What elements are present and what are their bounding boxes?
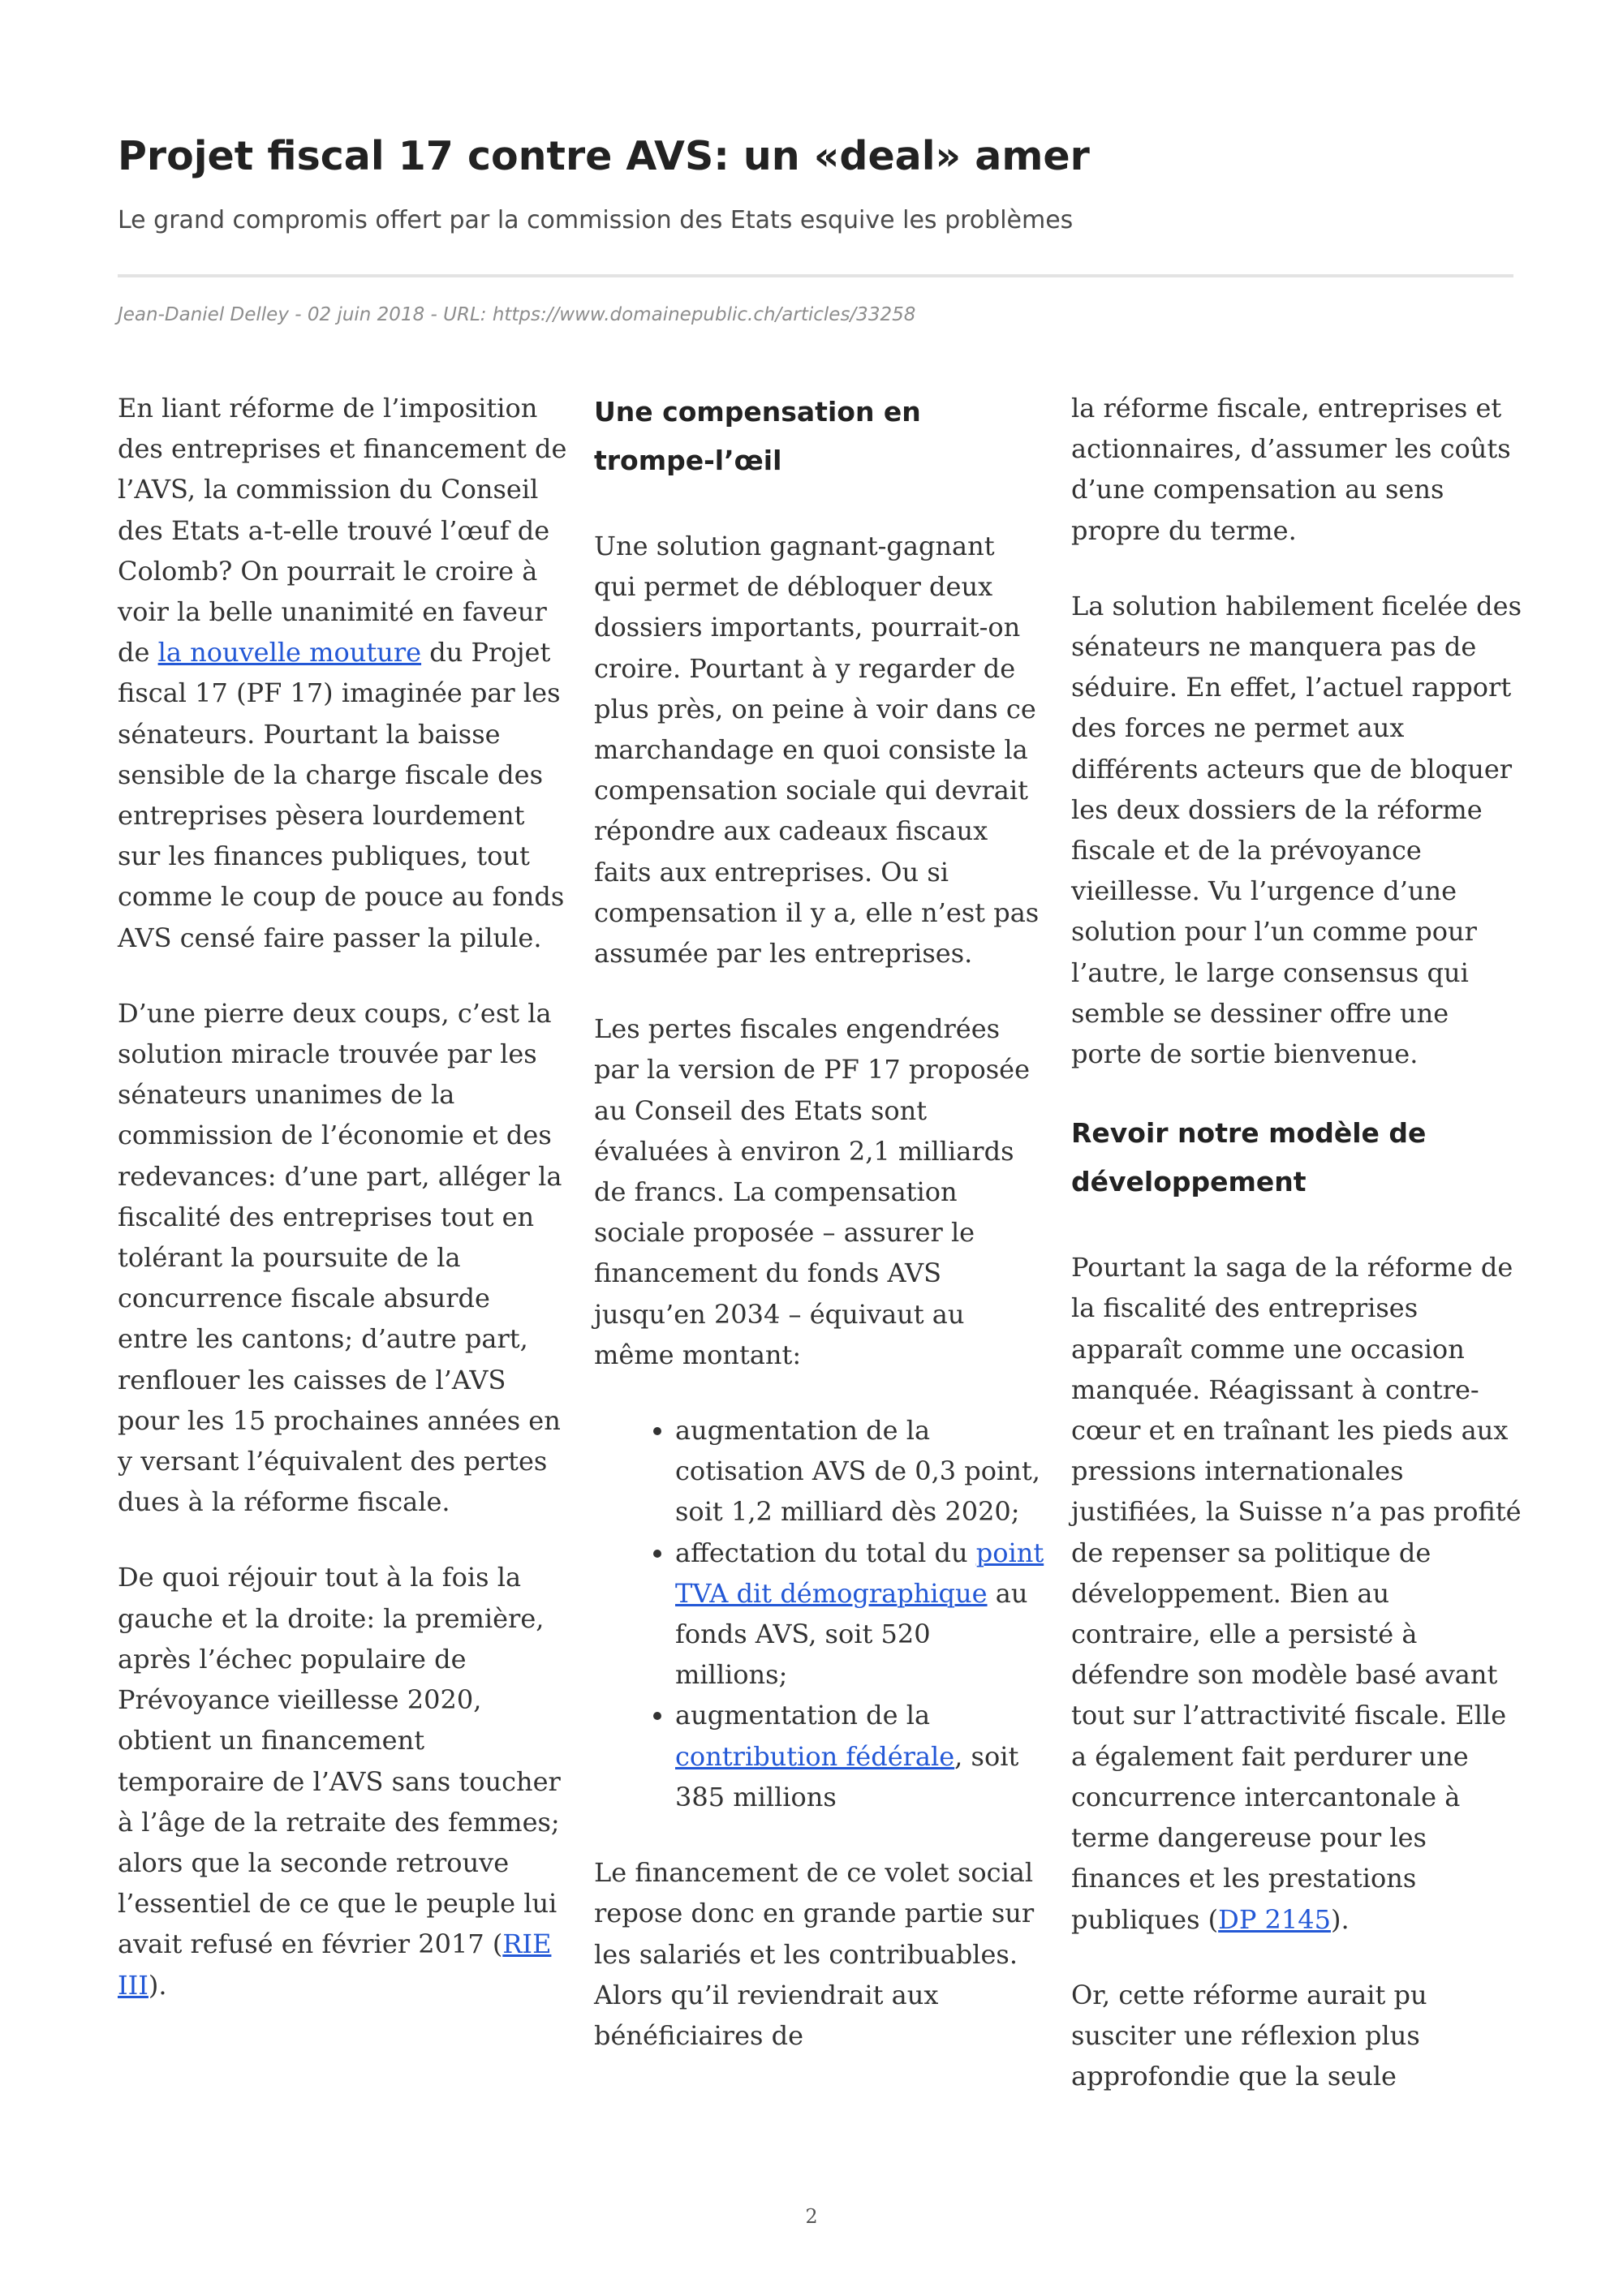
list-item-text: augmentation de la — [675, 1700, 931, 1731]
list-item-text: , soit 385 millions — [675, 1740, 1019, 1812]
link-nouvelle-mouture[interactable]: la nouvelle mouture — [157, 637, 422, 669]
paragraph: Le financement de ce volet social repose donc en grande partie sur les salariés et les contribuables. Alors qu’il reviendrait aux bénéficiaires de — [594, 1857, 1035, 2051]
paragraph-text: Pourtant la saga de la réforme de la fiscalité des entreprises apparaît comme une occasion manquée. Réagissant à contre-cœur et en traînant les pieds aux pressions internationales justifiées, la Suisse n’a pas profité de repenser sa politique de développement. Bien au contraire, elle a persisté à défendre son modèle basé avant tout sur l’attractivité fiscale. Elle a également fait perdurer une concurrence intercantonale à terme dangereuse pour les finances et les prestations publiques ( — [1071, 1252, 1522, 1935]
bullet-list — [594, 1410, 1044, 1817]
paragraph-text: En liant réforme de l’imposition des entreprises et financement de l’AVS, la commission du Conseil des Etats a-t-elle trouvé l’œuf de Colomb? On pourrait le croire à voir la belle unanimité en faveur de — [118, 393, 567, 669]
paragraph-text: De quoi réjouir tout à la fois la gauche et la droite: la première, après l’échec populaire de Prévoyance vieillesse 2020, obtient un financement temporaire de l’AVS sans toucher à l’âge de la retraite des femmes; alors que la seconde retrouve l’essentiel de ce que le peuple lui avait refusé en février 2017 ( — [118, 1562, 561, 1960]
paragraph: La solution habilement ficelée des sénateurs ne manquera pas de séduire. En effet, l’actuel rapport des forces ne permet aux différents acteurs que de bloquer les deux dossiers de la réforme fiscale et de la prévoyance vieillesse. Vu l’urgence d’une solution pour l’un comme pour l’autre, le large consensus qui semble se dessiner offre une porte de sortie bienvenue. — [1071, 590, 1522, 1070]
paragraph: D’une pierre deux coups, c’est la solution miracle trouvée par les sénateurs unanimes de la commission de l’économie et des redevances: d’une part, alléger la fiscalité des entreprises tout en tolérant la poursuite de la concurrence fiscale absurde entre les cantons; d’autre part, renflouer les caisses de l’AVS pour les 15 prochaines années en y versant l’équivalent des pertes dues à la réforme fiscale. — [118, 997, 562, 1518]
list-item-text: au fonds AVS, soit 520 millions; — [675, 1577, 1028, 1691]
paragraph: Or, cette réforme aurait pu susciter une réflexion plus approfondie que la seule — [1071, 1979, 1427, 2092]
header-divider — [118, 274, 1513, 277]
link-point-tva[interactable]: point TVA dit démographique — [675, 1537, 1044, 1609]
article-title: Projet fiscal 17 contre AVS: un «deal» amer — [118, 133, 1090, 179]
paragraph: Les pertes fiscales engendrées par la version de PF 17 proposée au Conseil des Etats sont évaluées à environ 2,1 milliards de francs. La compensation sociale proposée – assurer le financement du fonds AVS jusqu’en 2034 – équivaut au même montant: — [594, 1013, 1031, 1370]
section-heading: Revoir notre modèle de développement — [1071, 1117, 1427, 1198]
paragraph: la réforme fiscale, entreprises et actionnaires, d’assumer les coûts d’une compensation au sens propre du terme. — [1071, 393, 1511, 546]
list-item: • augmentation de la cotisation AVS de 0,3 point, soit 1,2 milliard dès 2020; — [675, 1410, 1044, 1533]
paragraph-text: du Projet fiscal 17 (PF 17) imaginée par les sénateurs. Pourtant la baisse sensible de la charge fiscale des entreprises pèsera lourdement sur les finances publiques, tout comme le coup de pouce au fonds AVS censé faire passer la pilule. — [118, 637, 565, 953]
link-dp-2145[interactable]: DP 2145 — [1218, 1903, 1331, 1935]
paragraph-text: ). — [148, 1969, 167, 2001]
paragraph — [118, 1557, 568, 2005]
column-1 — [118, 388, 568, 2040]
link-contribution-federale[interactable]: contribution fédérale — [675, 1740, 955, 1772]
paragraph — [1071, 1247, 1522, 1939]
list-item-text: affectation du total du — [675, 1537, 976, 1568]
section-heading: Une compensation en trompe-l’œil — [594, 396, 921, 476]
article-subtitle: Le grand compromis offert par la commission des Etats esquive les problèmes — [118, 206, 1074, 234]
column-3 — [1071, 388, 1522, 2131]
list-item — [675, 1695, 1044, 1817]
list-item — [675, 1533, 1044, 1696]
paragraph-text: ). — [1330, 1903, 1350, 1935]
page-number: 2 — [805, 2205, 818, 2228]
column-2 — [594, 388, 1044, 2091]
paragraph — [118, 388, 568, 958]
paragraph: Une solution gagnant-gagnant qui permet de débloquer deux dossiers importants, pourrait-on croire. Pourtant à y regarder de plus près, on peine à voir dans ce marchandage en quoi consiste la compensation sociale qui devrait répondre aux cadeaux fiscaux faits aux entreprises. Ou si compensation il y a, elle n’est pas assumée par les entreprises. — [594, 531, 1040, 970]
link-rie-iii[interactable]: RIE III — [118, 1928, 552, 2001]
article-meta: Jean-Daniel Delley - 02 juin 2018 - URL: https://www.domainepublic.ch/articles/33258 — [118, 304, 916, 325]
